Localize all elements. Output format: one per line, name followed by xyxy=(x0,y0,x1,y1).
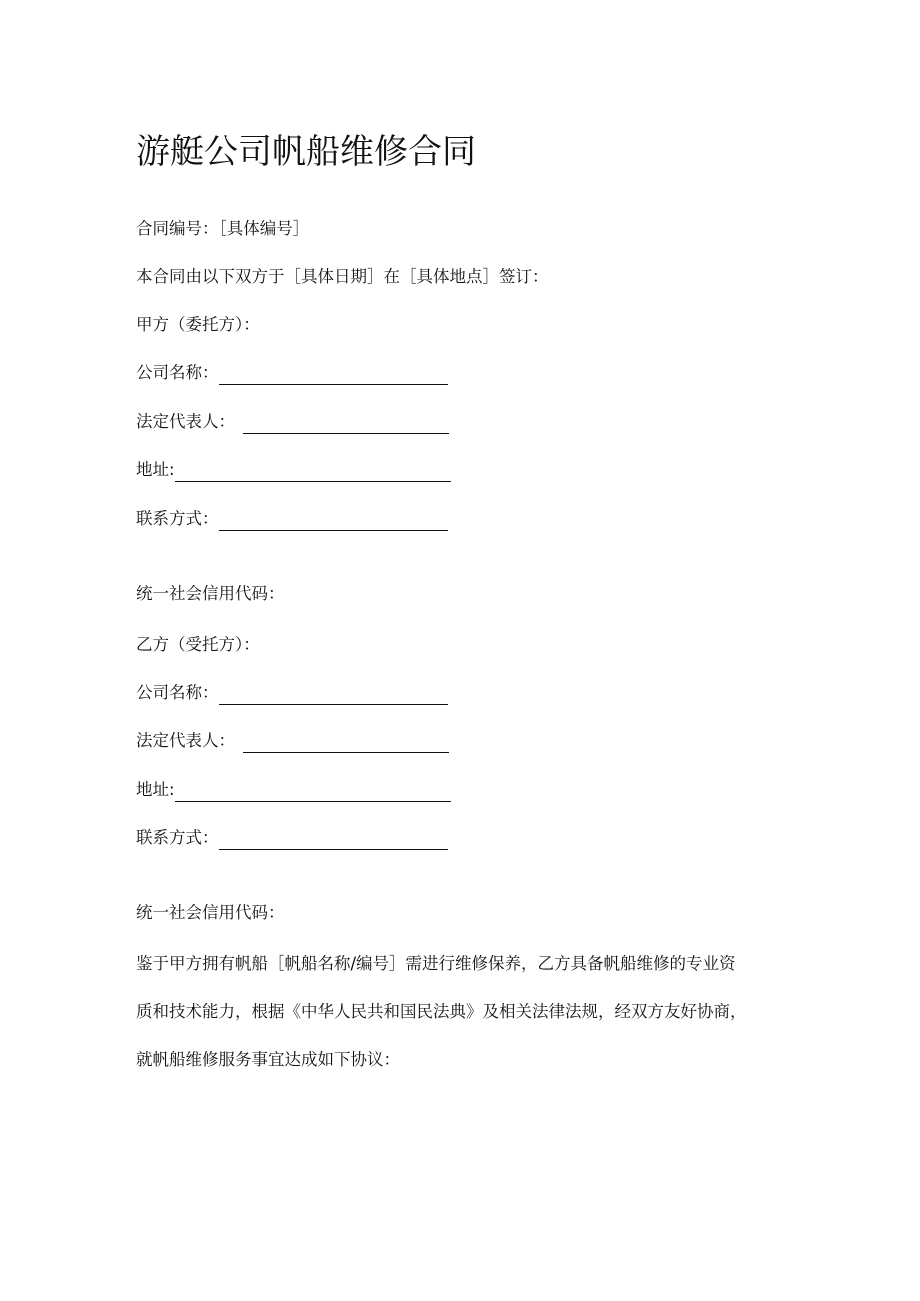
party-a-contact-blank[interactable] xyxy=(219,512,448,531)
party-b-company-label: 公司名称： xyxy=(136,683,219,702)
party-b-address-label: 地址: xyxy=(136,780,175,799)
party-b-heading: 乙方（受托方）： xyxy=(136,635,260,654)
party-b-address-field xyxy=(136,778,451,802)
party-b-address-blank[interactable] xyxy=(175,783,451,802)
party-a-credit-code: 统一社会信用代码： xyxy=(136,584,285,603)
party-a-address-label: 地址: xyxy=(136,460,175,479)
party-a-legal-rep-field xyxy=(136,410,449,434)
party-b-contact-blank[interactable] xyxy=(219,831,448,850)
party-a-legal-rep-label: 法定代表人： xyxy=(136,412,235,431)
party-a-legal-rep-blank[interactable] xyxy=(243,415,449,434)
party-a-address-blank[interactable] xyxy=(175,463,451,482)
preamble-line-1: 鉴于甲方拥有帆船［帆船名称/编号］需进行维修保养，乙方具备帆船维修的专业资 xyxy=(136,954,736,973)
contract-number: 合同编号：［具体编号］ xyxy=(136,219,310,238)
party-a-company-field xyxy=(136,361,448,385)
party-a-company-label: 公司名称： xyxy=(136,363,219,382)
party-a-heading: 甲方（委托方）： xyxy=(136,315,260,334)
party-b-legal-rep-blank[interactable] xyxy=(243,734,449,753)
party-a-contact-field xyxy=(136,507,448,531)
party-b-company-field xyxy=(136,681,448,705)
party-b-contact-field xyxy=(136,826,448,850)
party-b-company-blank[interactable] xyxy=(219,686,448,705)
preamble-line-2: 质和技术能力，根据《中华人民共和国民法典》及相关法律法规，经双方友好协商， xyxy=(136,1002,747,1021)
party-b-contact-label: 联系方式： xyxy=(136,828,219,847)
party-b-legal-rep-field xyxy=(136,729,449,753)
party-b-credit-code: 统一社会信用代码： xyxy=(136,903,285,922)
document-title: 游艇公司帆船维修合同 xyxy=(136,132,476,172)
preamble-line-3: 就帆船维修服务事宜达成如下协议： xyxy=(136,1050,400,1069)
party-a-address-field xyxy=(136,458,451,482)
signing-intro: 本合同由以下双方于［具体日期］在［具体地点］签订： xyxy=(136,267,549,286)
party-a-contact-label: 联系方式： xyxy=(136,509,219,528)
party-b-legal-rep-label: 法定代表人： xyxy=(136,731,235,750)
party-a-company-blank[interactable] xyxy=(219,366,448,385)
